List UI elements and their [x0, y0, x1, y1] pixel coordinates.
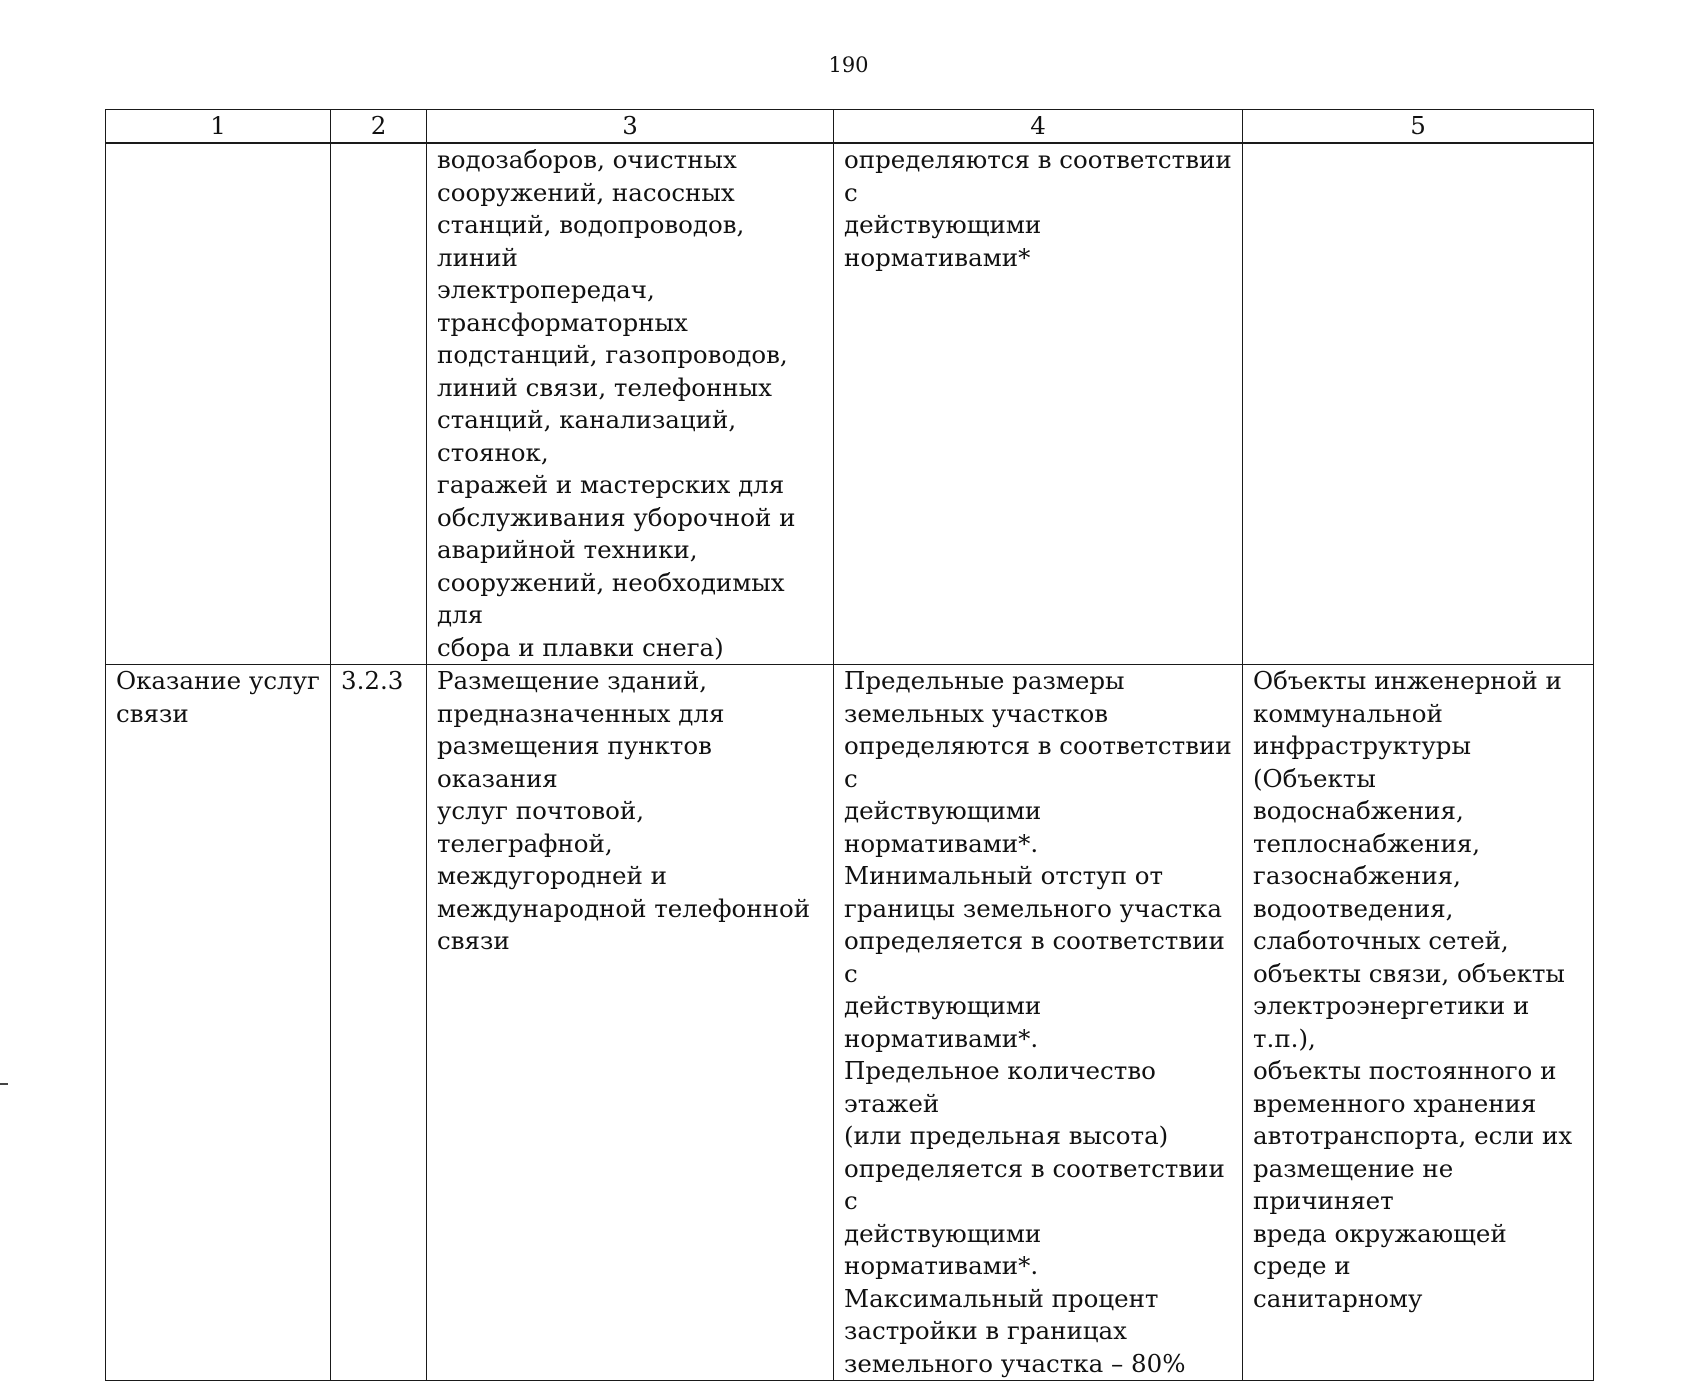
cell-parameters [834, 665, 1243, 1381]
cell-auxiliary-uses [1243, 665, 1594, 1381]
cell-text: Объекты инженерной и коммунальной инфраструктуры (Объекты водоснабжения, теплоснабжения, газоснабжения, водоотведения, слаботочных сетей, объекты связи, объекты электроэнергетики и т.п.), объекты постоянного и временного хранения автотранспорта, если их размещение не причиняет вреда окружающей среде и санитарному [1253, 666, 1573, 1313]
cell-use-code [331, 143, 427, 665]
column-header-3: 3 [427, 110, 834, 144]
cell-use-description [427, 665, 834, 1381]
header-row [106, 110, 1594, 144]
table-row [106, 143, 1594, 665]
table-row [106, 665, 1594, 1381]
cell-auxiliary-uses [1243, 143, 1594, 665]
margin-mark [0, 1083, 8, 1085]
cell-use-name [106, 143, 331, 665]
cell-parameters [834, 143, 1243, 665]
cell-use-name [106, 665, 331, 1381]
cell-text: определяются в соответствии с действующими нормативами* [844, 145, 1232, 272]
page-number: 190 [828, 53, 869, 77]
cell-text: Размещение зданий, предназначенных для размещения пунктов оказания услуг почтовой, телеграфной, междугородней и международной телефонной связи [437, 666, 811, 955]
cell-clip [1253, 665, 1585, 1313]
cell-text: Предельные размеры земельных участков определяются в соответствии с действующими нормативами*. Минимальный отступ от границы земельного участка определяется в соответствии с действующими нормативами*. Предельное количество этажей (или предельная высота) определяется в соответствии с действующими нормативами*. Максимальный процент застройки в границах земельного участка – 80% [844, 666, 1232, 1378]
cell-text: водозаборов, очистных сооружений, насосных станций, водопроводов, линий электропередач, трансформаторных подстанций, газопроводов, линий связи, телефонных станций, канализаций, стоянок, гаражей и мастерских для обслуживания уборочной и аварийной техники, сооружений, необходимых для сбора и плавки снега) [437, 145, 796, 662]
cell-use-description [427, 143, 834, 665]
column-header-2: 2 [331, 110, 427, 144]
zoning-table [105, 109, 1594, 1381]
column-header-5: 5 [1243, 110, 1594, 144]
cell-text: Оказание услуг связи [116, 666, 320, 728]
cell-text: 3.2.3 [341, 666, 404, 695]
column-header-1: 1 [106, 110, 331, 144]
cell-use-code [331, 665, 427, 1381]
column-header-4: 4 [834, 110, 1243, 144]
